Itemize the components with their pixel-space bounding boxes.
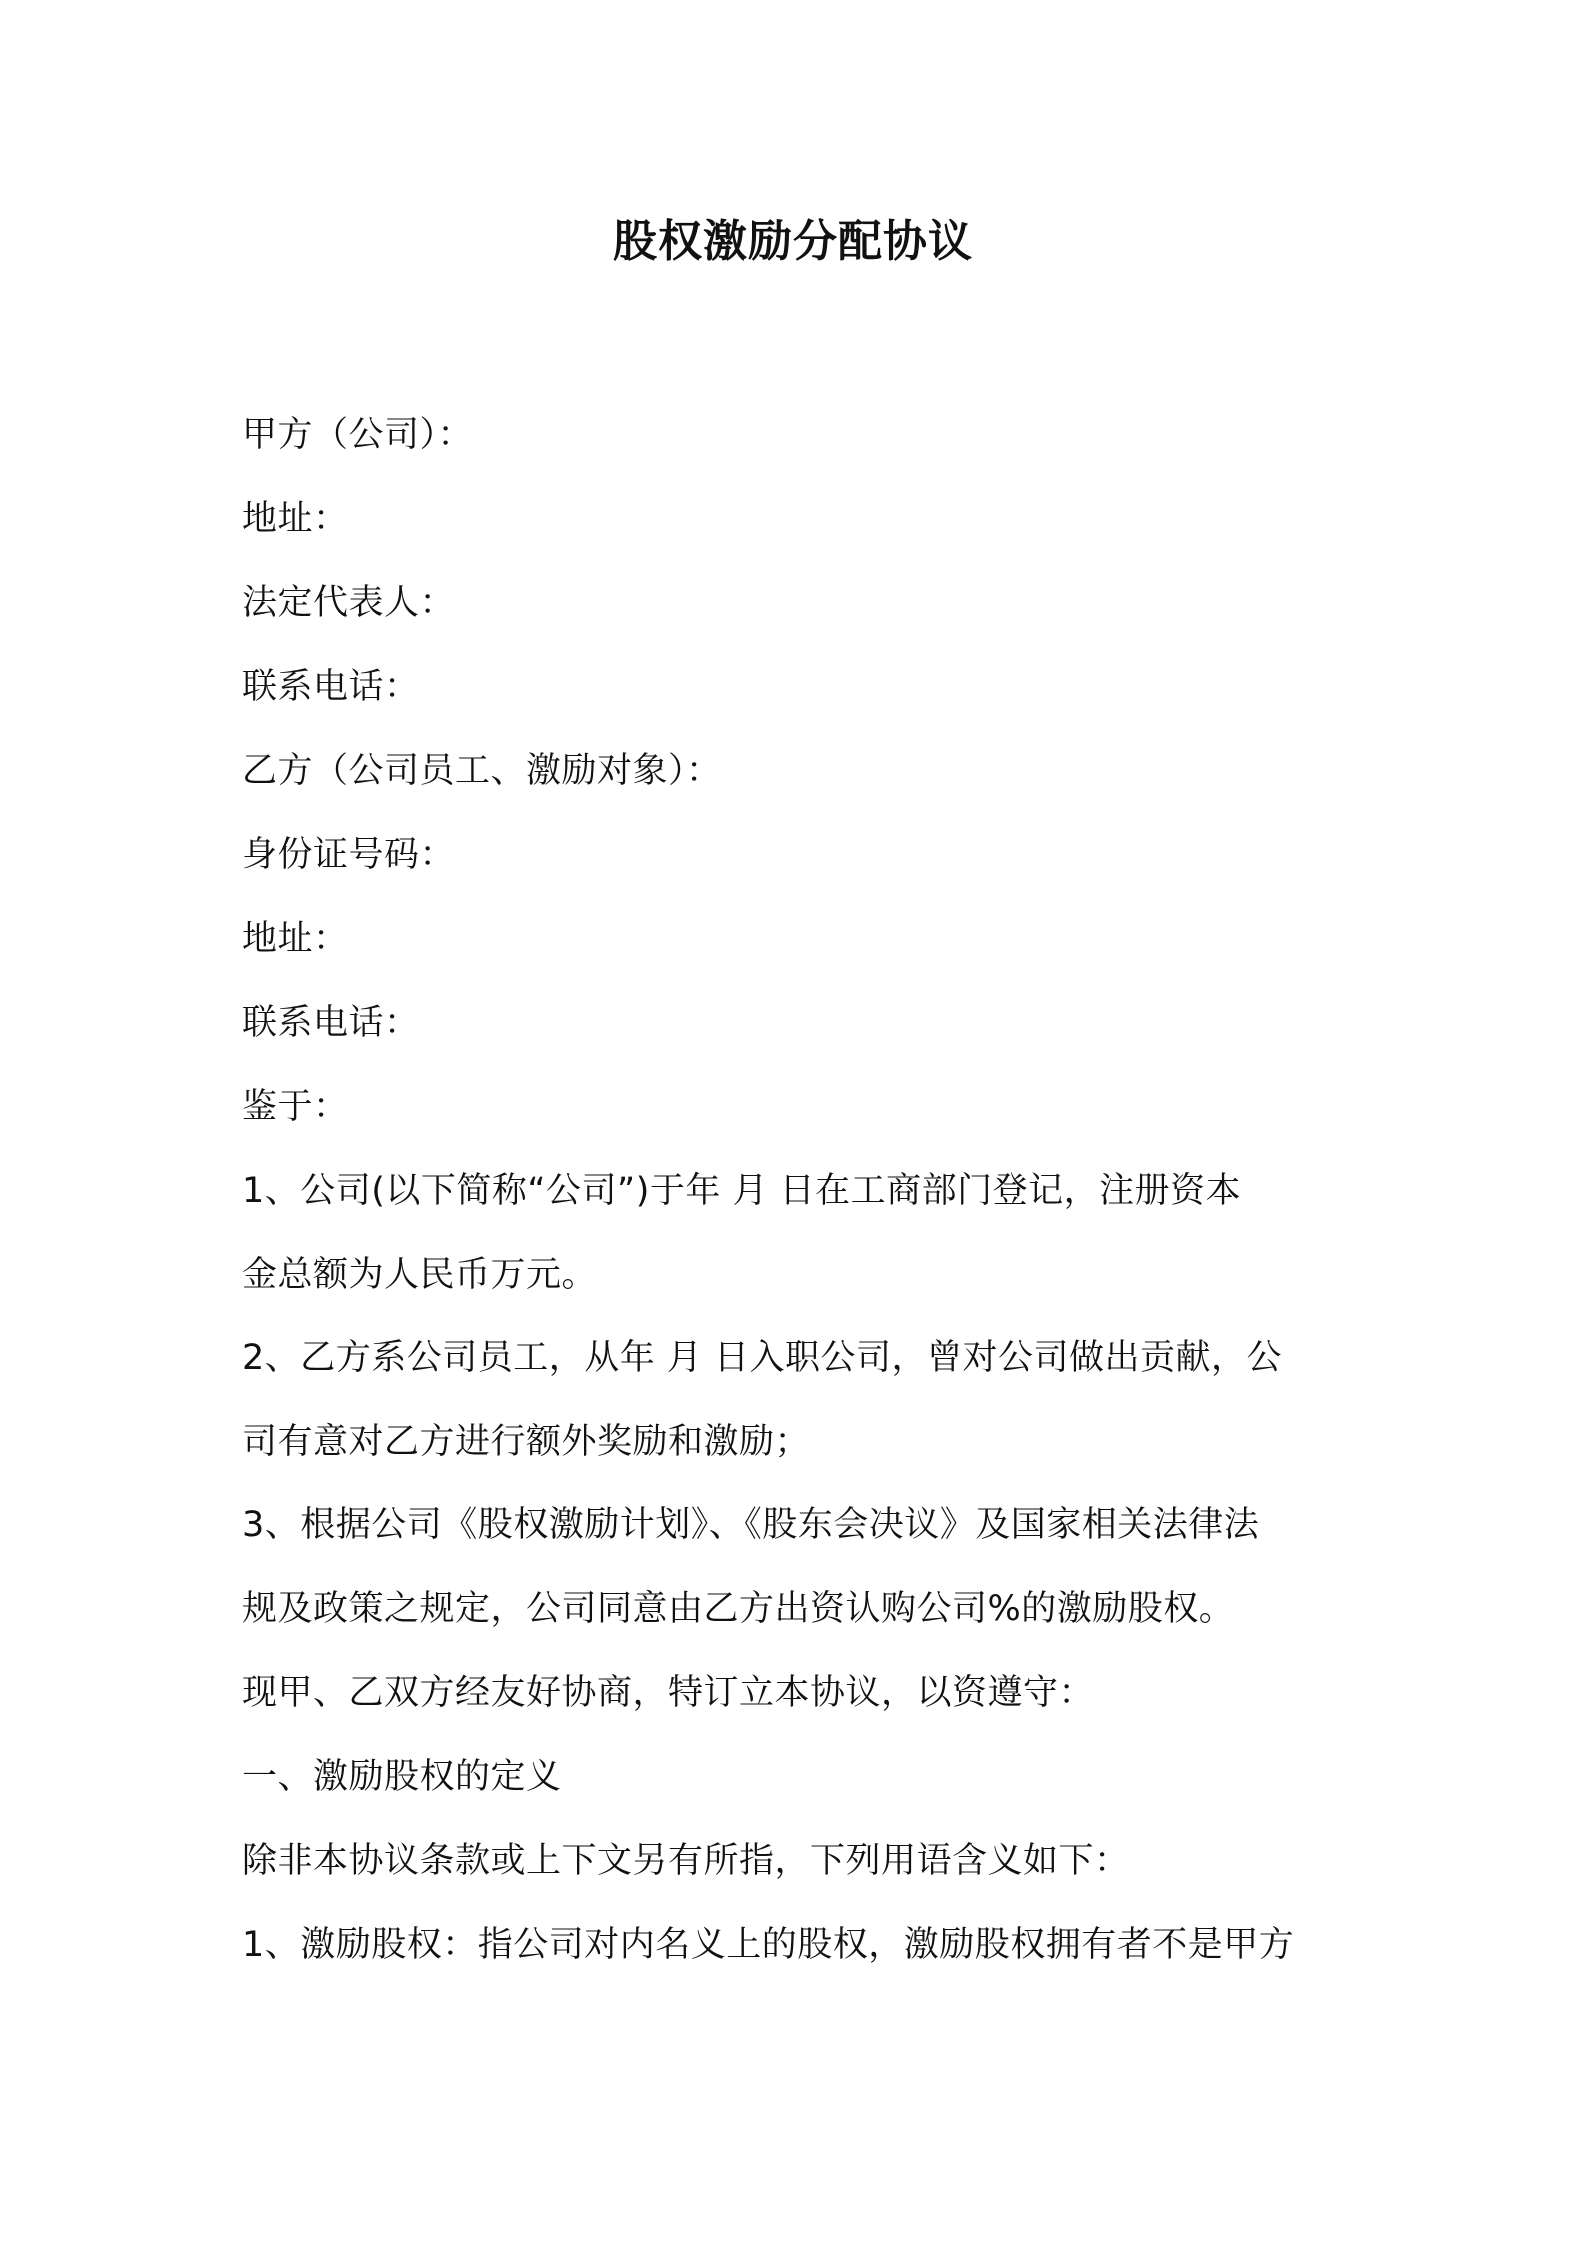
party-b-id-number: 身份证号码： xyxy=(242,835,456,875)
definitions-intro: 除非本协议条款或上下文另有所指，下列用语含义如下： xyxy=(242,1841,1130,1881)
definition-1: 1、激励股权：指公司对内名义上的股权，激励股权拥有者不是甲方 xyxy=(242,1925,1295,1965)
agreement-intro: 现甲、乙双方经友好协商，特订立本协议，以资遵守： xyxy=(242,1673,1095,1713)
recital-3-line-1: 3、根据公司《股权激励计划》、《股东会决议》及国家相关法律法 xyxy=(242,1505,1260,1545)
party-b-phone: 联系电话： xyxy=(242,1003,420,1043)
party-a-legal-rep: 法定代表人： xyxy=(242,583,456,623)
recital-1-line-1: 1、公司(以下简称“公司”)于年 月 日在工商部门登记，注册资本 xyxy=(242,1171,1242,1211)
recital-2-line-1: 2、乙方系公司员工，从年 月 日入职公司，曾对公司做出贡献，公 xyxy=(242,1338,1283,1378)
recital-2-line-2: 司有意对乙方进行额外奖励和激励； xyxy=(242,1422,811,1462)
party-a-address: 地址： xyxy=(242,499,349,539)
recital-3-line-2: 规及政策之规定，公司同意由乙方出资认购公司%的激励股权。 xyxy=(242,1589,1235,1629)
party-b-label: 乙方（公司员工、激励对象）： xyxy=(242,751,722,791)
party-b-address: 地址： xyxy=(242,919,349,959)
section-1-heading: 一、激励股权的定义 xyxy=(242,1757,562,1797)
whereas-label: 鉴于： xyxy=(242,1087,349,1127)
document-title: 股权激励分配协议 xyxy=(613,216,973,267)
party-a-label: 甲方（公司）： xyxy=(242,415,474,455)
party-a-phone: 联系电话： xyxy=(242,667,420,707)
recital-1-line-2: 金总额为人民币万元。 xyxy=(242,1255,598,1295)
